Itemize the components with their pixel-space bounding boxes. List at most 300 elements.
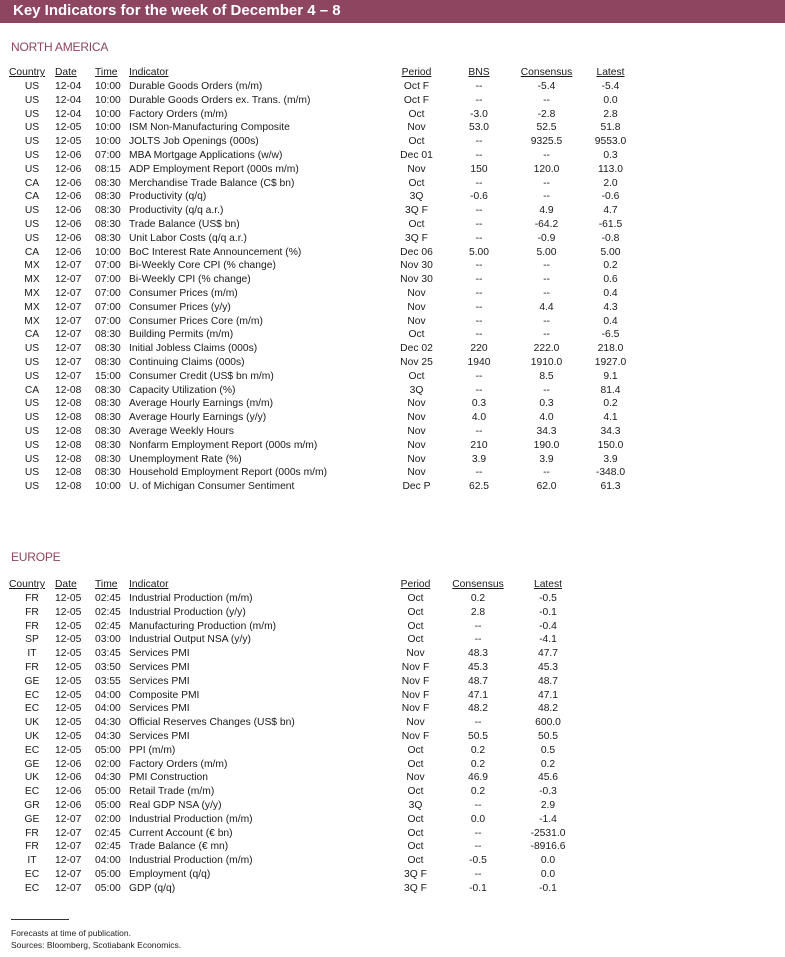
cell-consensus: 5.00 [536,246,557,258]
table-row [9,661,587,675]
cell-date: 12-08 [55,467,82,479]
table-row [9,232,637,246]
table-row [9,163,637,177]
cell-country: MX [24,274,40,286]
cell-bns: 3.9 [471,453,487,465]
cell-date: 12-07 [55,356,82,368]
cell-consensus: 52.5 [536,122,557,134]
cell-time: 03:50 [95,661,121,673]
cell-date: 12-08 [55,453,82,465]
cell-date: 12-07 [55,343,82,355]
cell-date: 12-06 [55,218,82,230]
cell-consensus: 46.9 [467,772,489,784]
cell-period: Oct F [403,94,430,106]
cell-latest: -0.6 [601,191,620,203]
cell-period: Nov [406,772,425,784]
cell-date: 12-06 [55,246,82,258]
cell-latest: -0.5 [539,593,557,604]
cell-indicator: Services PMI [129,675,190,687]
cell-indicator: Bi-Weekly CPI (% change) [129,274,251,286]
cell-period: Nov F [401,703,430,715]
cell-period: Oct [407,841,424,853]
cell-consensus: -- [474,868,482,880]
cell-date: 12-06 [55,758,82,770]
cell-period: Dec 01 [400,149,433,161]
cell-time: 05:00 [95,882,121,894]
cell-bns: -- [475,149,483,161]
cell-country: IT [27,648,37,660]
cell-country: EC [24,744,40,756]
cell-consensus: 0.0 [470,813,486,825]
cell-country: US [24,481,40,493]
cell-time: 05:00 [95,868,121,880]
cell-country: IT [27,855,37,867]
cell-date: 12-07 [55,260,82,272]
cell-period: Oct [407,634,424,646]
cell-consensus: 0.2 [470,744,486,756]
cell-date: 12-08 [55,481,82,493]
cell-time: 08:30 [95,398,121,410]
table-row [9,397,637,411]
cell-country: EC [24,689,40,701]
cell-consensus: 222.0 [533,343,560,355]
cell-latest: 45.6 [537,772,559,784]
table-row [9,246,637,260]
cell-period: Oct [407,593,424,604]
cell-period: 3Q F [405,232,428,244]
cell-latest: 0.2 [540,758,556,770]
table-row [9,854,587,868]
cell-latest: 1927.0 [594,356,627,368]
cell-indicator: Merchandise Trade Balance (C$ bn) [129,177,295,189]
cell-latest: 9.1 [603,370,618,382]
cell-period: 3Q F [404,882,427,894]
cell-consensus: -0.5 [469,855,487,867]
cell-period: Oct [407,620,424,632]
cell-period: Nov 25 [400,356,433,368]
table-row [9,827,587,841]
table-row [9,190,637,204]
cell-latest: 218.0 [597,343,624,355]
cell-bns: -- [475,384,483,396]
cell-time: 08:30 [95,439,121,451]
cell-bns: 53.0 [468,122,490,134]
cell-country: US [24,218,40,230]
cell-country: US [24,136,40,148]
cell-indicator: Services PMI [129,703,190,715]
cell-consensus: -- [543,191,550,203]
cell-period: Oct [408,108,425,120]
cell-consensus: 47.1 [467,689,489,701]
cell-indicator: Productivity (q/q a.r.) [129,205,224,217]
header-latest: Latest [533,579,563,590]
cell-latest: 2.0 [603,177,618,189]
cell-date: 12-04 [55,81,82,92]
cell-date: 12-05 [55,730,82,742]
cell-latest: -0.1 [539,882,557,894]
cell-indicator: Retail Trade (m/m) [129,786,215,798]
table-row [9,121,637,135]
cell-date: 12-07 [55,827,82,839]
cell-latest: -0.8 [601,232,620,244]
cell-indicator: Unemployment Rate (%) [129,453,242,465]
cell-consensus: 34.3 [536,425,557,437]
header-time: Time [95,579,118,590]
table-row [9,273,637,287]
table-row [9,80,637,94]
cell-period: Nov F [401,730,430,742]
table-row [9,758,587,772]
cell-date: 12-05 [55,634,82,646]
cell-indicator: MBA Mortgage Applications (w/w) [129,149,283,161]
table-row [9,425,637,439]
cell-latest: 0.0 [603,94,618,106]
cell-period: Nov [407,287,426,299]
cell-period: 3Q [409,384,424,396]
cell-period: Nov 30 [400,260,433,272]
cell-date: 12-06 [55,149,82,161]
header-consensus: Consensus [520,67,573,78]
cell-indicator: Services PMI [129,648,190,660]
cell-consensus: -- [474,717,482,729]
cell-time: 02:45 [95,606,121,618]
cell-indicator: U. of Michigan Consumer Sentiment [129,481,295,493]
table-row [9,744,587,758]
cell-consensus: -- [543,315,550,327]
table-row [9,149,637,163]
cell-latest: -0.4 [539,620,557,632]
cell-time: 07:00 [95,260,121,272]
table-row [9,94,637,108]
table-row [9,342,637,356]
cell-consensus: -- [543,149,550,161]
title-banner [0,0,785,23]
cell-indicator: Industrial Production (y/y) [129,606,246,618]
cell-country: SP [25,634,39,646]
cell-consensus: 1910.0 [530,356,563,368]
cell-date: 12-07 [55,315,82,327]
cell-country: US [24,439,40,451]
cell-indicator: Average Hourly Earnings (y/y) [129,412,267,424]
cell-bns: -- [475,425,483,437]
cell-time: 08:30 [95,329,121,341]
table-row [9,177,637,191]
table-row [9,439,637,453]
header-country: Country [9,579,46,590]
cell-time: 10:00 [95,481,121,493]
table-row [9,840,587,854]
cell-period: Oct F [403,81,430,92]
cell-latest: 4.3 [603,301,618,313]
cell-country: CA [24,191,40,203]
cell-indicator: Industrial Production (m/m) [129,593,253,604]
cell-time: 15:00 [95,370,121,382]
cell-country: US [24,356,40,368]
cell-consensus: -- [474,827,482,839]
cell-bns: 1940 [467,356,491,368]
cell-latest: -1.4 [539,813,557,825]
cell-bns: -- [475,177,483,189]
cell-indicator: Durable Goods Orders ex. Trans. (m/m) [129,94,311,106]
cell-time: 04:30 [95,730,121,742]
table-row [9,633,587,647]
cell-time: 04:30 [95,717,121,729]
table-row [9,218,637,232]
cell-consensus: -- [543,329,550,341]
cell-latest: 5.00 [600,246,621,258]
table-row [9,259,637,273]
cell-date: 12-07 [55,841,82,853]
cell-time: 02:45 [95,620,121,632]
cell-indicator: Services PMI [129,730,190,742]
cell-country: US [24,94,40,106]
cell-country: US [24,412,40,424]
cell-indicator: Employment (q/q) [129,868,211,880]
cell-date: 12-05 [55,136,82,148]
section-title-europe: EUROPE [11,550,61,564]
cell-date: 12-07 [55,882,82,894]
cell-time: 10:00 [95,81,121,92]
cell-period: Nov [407,163,426,175]
cell-country: MX [24,315,40,327]
cell-indicator: Composite PMI [129,689,200,701]
cell-time: 03:00 [95,634,121,646]
cell-date: 12-05 [55,703,82,715]
cell-bns: 220 [470,343,488,355]
table-row [9,606,587,620]
cell-period: Oct [407,744,424,756]
header-time: Time [95,67,118,78]
cell-country: UK [24,772,40,784]
cell-bns: -- [475,467,483,479]
cell-date: 12-04 [55,94,82,106]
cell-country: GE [24,758,40,770]
cell-time: 04:00 [95,703,121,715]
cell-indicator: Capacity Utilization (%) [129,384,236,396]
cell-indicator: Manufacturing Production (m/m) [129,620,277,632]
cell-bns: -- [475,329,483,341]
cell-consensus: -- [474,620,482,632]
cell-period: Nov [407,122,426,134]
cell-consensus: -- [474,841,482,853]
header-indicator: Indicator [129,67,169,78]
cell-latest: 34.3 [600,425,621,437]
cell-latest: 113.0 [597,163,623,175]
cell-latest: 50.5 [537,730,559,742]
cell-country: FR [25,661,39,673]
cell-country: CA [24,329,40,341]
cell-time: 07:00 [95,274,121,286]
cell-country: GR [24,799,40,811]
cell-bns: -3.0 [470,108,488,120]
cell-time: 07:00 [95,287,121,299]
table-row [9,813,587,827]
cell-country: MX [24,287,40,299]
cell-period: Oct [408,218,425,230]
cell-consensus: -- [543,177,550,189]
table-row [9,204,637,218]
cell-time: 08:30 [95,384,121,396]
cell-date: 12-06 [55,799,82,811]
cell-bns: -- [475,136,483,148]
cell-indicator: Current Account (€ bn) [129,827,233,839]
cell-period: 3Q [409,191,424,203]
cell-indicator: Industrial Output NSA (y/y) [129,634,251,646]
cell-country: GE [24,675,40,687]
cell-indicator: Consumer Prices (m/m) [129,287,238,299]
cell-indicator: Services PMI [129,661,190,673]
cell-bns: -- [475,94,483,106]
cell-time: 07:00 [95,301,121,313]
cell-indicator: Bi-Weekly Core CPI (% change) [129,260,276,272]
header-period: Period [400,579,431,590]
cell-latest: 48.2 [537,703,559,715]
cell-period: Oct [407,855,424,867]
cell-country: MX [24,260,40,272]
cell-date: 12-07 [55,868,82,880]
cell-latest: 0.5 [540,744,556,756]
table-row [9,108,637,122]
cell-period: Nov [407,315,426,327]
cell-country: MX [24,301,40,313]
cell-time: 08:30 [95,177,121,189]
cell-country: UK [24,730,40,742]
cell-latest: 0.2 [603,260,618,272]
cell-period: 3Q F [405,205,428,217]
cell-consensus: 9325.5 [530,136,563,148]
cell-time: 08:15 [95,163,121,175]
table-row [9,716,587,730]
cell-time: 02:45 [95,593,121,604]
cell-indicator: Real GDP NSA (y/y) [129,799,222,811]
cell-time: 08:30 [95,412,121,424]
cell-date: 12-08 [55,439,82,451]
cell-bns: -- [475,301,483,313]
cell-latest: 0.0 [540,855,556,867]
cell-latest: -0.3 [539,786,557,798]
cell-period: Dec P [402,481,431,493]
cell-bns: -- [475,218,483,230]
cell-consensus: -- [543,274,550,286]
cell-consensus: -0.1 [469,882,487,894]
cell-period: Oct [408,329,425,341]
cell-latest: 2.8 [603,108,618,120]
header-country: Country [9,67,46,78]
cell-consensus: 4.4 [539,301,554,313]
cell-time: 08:30 [95,218,121,230]
cell-date: 12-07 [55,855,82,867]
cell-indicator: Nonfarm Employment Report (000s m/m) [129,439,318,451]
cell-consensus: 50.5 [467,730,489,742]
cell-country: US [24,467,40,479]
cell-bns: -- [475,205,483,217]
cell-consensus: 45.3 [467,661,489,673]
cell-country: US [24,81,40,92]
cell-country: US [24,232,40,244]
cell-indicator: Trade Balance (€ mn) [129,841,229,853]
cell-period: Oct [407,758,424,770]
cell-consensus: 120.0 [533,163,560,175]
cell-time: 10:00 [95,136,121,148]
cell-period: Nov [407,439,426,451]
table-row [9,135,637,149]
cell-country: US [24,108,40,120]
cell-period: Nov [407,412,426,424]
cell-consensus: 0.2 [470,786,486,798]
cell-consensus: -0.9 [537,232,556,244]
cell-country: US [24,398,40,410]
cell-consensus: 3.9 [539,453,554,465]
cell-date: 12-07 [55,329,82,341]
cell-country: US [24,453,40,465]
cell-latest: 0.6 [603,274,618,286]
cell-latest: 150.0 [597,439,624,451]
cell-latest: 0.0 [540,868,556,880]
header-indicator: Indicator [129,579,169,590]
cell-indicator: Initial Jobless Claims (000s) [129,343,258,355]
cell-indicator: Household Employment Report (000s m/m) [129,467,328,479]
cell-period: Nov 30 [400,274,433,286]
cell-period: Nov [406,717,425,729]
cell-date: 12-08 [55,412,82,424]
cell-consensus: 2.8 [470,606,486,618]
cell-country: GE [24,813,40,825]
cell-indicator: Average Weekly Hours [129,425,234,437]
table-row [9,771,587,785]
cell-time: 08:30 [95,467,121,479]
cell-consensus: 62.0 [536,481,557,493]
cell-consensus: 0.2 [470,593,486,604]
cell-country: US [24,122,40,134]
cell-country: EC [24,868,40,880]
cell-latest: 9553.0 [594,136,627,148]
table-row [9,689,587,703]
cell-country: FR [25,620,39,632]
cell-date: 12-05 [55,717,82,729]
cell-bns: -- [475,274,483,286]
cell-latest: 81.4 [600,384,621,396]
cell-latest: 47.1 [537,689,559,701]
cell-period: Nov [407,301,426,313]
table-row [9,301,637,315]
cell-latest: -8916.6 [530,841,566,853]
cell-date: 12-06 [55,177,82,189]
cell-time: 10:00 [95,122,121,134]
cell-date: 12-05 [55,744,82,756]
cell-bns: -- [475,232,483,244]
cell-period: Nov F [401,675,430,687]
cell-latest: 4.7 [603,205,618,217]
cell-time: 08:30 [95,356,121,368]
cell-indicator: Unit Labor Costs (q/q a.r.) [129,232,247,244]
header-latest: Latest [596,67,625,78]
cell-date: 12-05 [55,661,82,673]
table-row [9,785,587,799]
cell-latest: -4.1 [539,634,557,646]
cell-indicator: Official Reserves Changes (US$ bn) [129,717,295,729]
cell-period: 3Q [408,799,423,811]
cell-time: 03:55 [95,675,121,687]
cell-consensus: 0.3 [539,398,554,410]
cell-consensus: -- [543,94,550,106]
table-row [9,315,637,329]
cell-time: 02:00 [95,813,121,825]
cell-latest: -5.4 [601,81,620,92]
cell-bns: -- [475,370,483,382]
cell-latest: 47.7 [537,648,559,660]
cell-date: 12-05 [55,689,82,701]
cell-country: US [24,370,40,382]
